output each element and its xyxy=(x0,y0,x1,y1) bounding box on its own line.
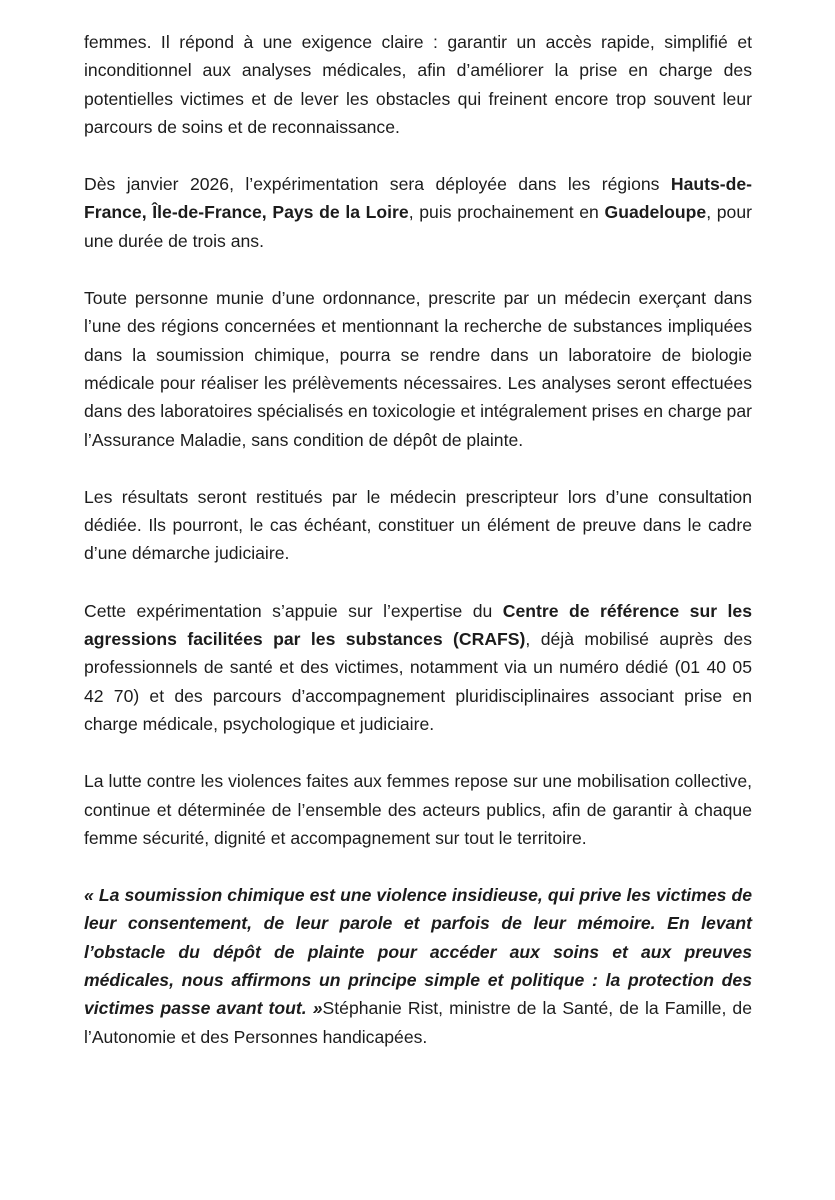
paragraph-text: Les résultats seront restitués par le médecin prescripteur lors d’une consultation dédiée. Ils pourront, le cas échéant, constituer un élément de preuve dans le cadre d’une démarche judiciaire. xyxy=(84,486,752,564)
paragraph-text: , puis prochainement en xyxy=(408,202,605,223)
minister-quote: « La soumission chimique est une violence insidieuse, qui prive les victimes de leur consentement, de leur parole et parfois de leur mémoire. En levant l’obstacle du dépôt de plainte pour accéder aux soins et aux preuves médicales, nous affirmons un principe simple et politique : la protection des victimes passe avant tout. » xyxy=(84,885,752,1019)
paragraph-text: , déjà mobilisé auprès des professionnels de santé et des victimes, notamment via un numéro dédié (01 40 05 42 70) et des parcours d’accompagnement pluridisciplinaires associant prise en charge médicale, psychologique et judiciaire. xyxy=(84,629,753,734)
paragraph-prescription xyxy=(84,284,752,454)
quote-attribution: Stéphanie Rist, ministre de la Santé, de la Famille, de l’Autonomie et des Personnes handicapées. xyxy=(84,998,752,1047)
paragraph-text: La lutte contre les violences faites aux femmes repose sur une mobilisation collective, continue et déterminée de l’ensemble des acteurs publics, afin de garantir à chaque femme sécurité, dignité et accompagnement sur tout le territoire. xyxy=(84,771,752,848)
paragraph-regions xyxy=(84,170,752,255)
paragraph-text: femmes. Il répond à une exigence claire : garantir un accès rapide, simplifié et inconditionnel aux analyses médicales, afin d’améliorer la prise en charge des potentielles victimes et de lever les obstacles qui freinent encore trop souvent leur parcours de soins et de reconnaissance. xyxy=(84,32,752,137)
paragraph-mobilisation xyxy=(84,767,752,852)
paragraph-text: Dès janvier 2026, l’expérimentation sera déployée dans les régions xyxy=(84,174,671,195)
paragraph-text: , pour une durée de trois ans. xyxy=(84,202,752,251)
paragraph-text: Toute personne munie d’une ordonnance, prescrite par un médecin exerçant dans l’une des régions concernées et mentionnant la recherche de substances impliquées dans la soumission chimique, pourra se rendre dans un laboratoire de biologie médicale pour réaliser les prélèvements nécessaires. Les analyses seront effectuées dans des laboratoires spécialisés en toxicologie et intégralement prises en charge par l’Assurance Maladie, sans condition de dépôt de plainte. xyxy=(84,288,752,450)
paragraph-results xyxy=(84,483,752,568)
paragraph-text: Cette expérimentation s’appuie sur l’expertise du xyxy=(84,600,503,621)
paragraph-intro-end xyxy=(84,28,752,141)
crafs-bold: Centre de référence sur les agressions facilitées par les substances (CRAFS) xyxy=(84,600,752,650)
document-body xyxy=(84,28,752,1080)
paragraph-crafs xyxy=(84,597,752,738)
guadeloupe-bold: Guadeloupe xyxy=(604,202,707,223)
regions-bold: Hauts-de-France, Île-de-France, Pays de la Loire xyxy=(84,174,752,223)
paragraph-quote xyxy=(84,881,752,1051)
